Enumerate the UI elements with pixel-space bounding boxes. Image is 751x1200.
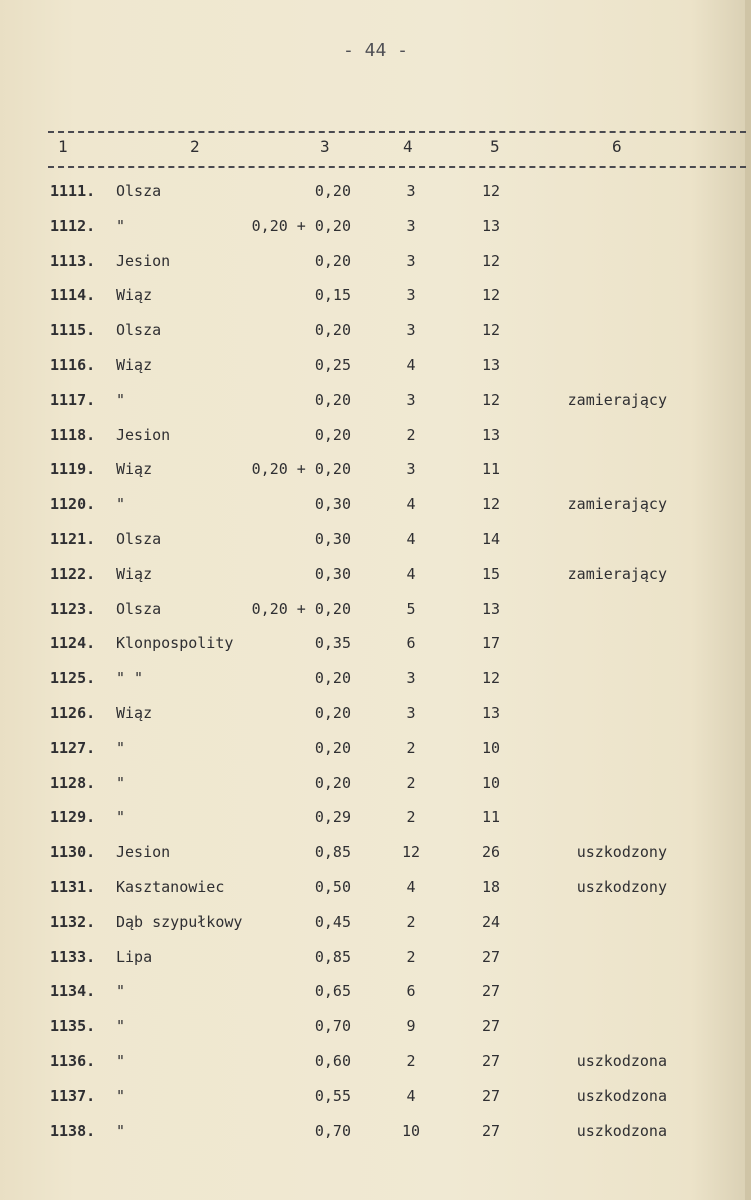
tree-species: " " (116, 669, 144, 688)
table-row (0, 843, 751, 877)
trunk-diameter: 0,30 (314, 530, 351, 548)
table-row (0, 948, 751, 982)
tree-age: 13 (481, 425, 501, 444)
tree-remarks: uszkodzona (576, 1086, 667, 1105)
table-row (0, 774, 751, 808)
row-number: 1129. (50, 808, 96, 827)
row-number: 1118. (50, 425, 96, 444)
column-header-2: 2 (190, 137, 200, 156)
tree-height: 2 (406, 1052, 416, 1070)
table-row (0, 565, 751, 599)
column-header-1: 1 (58, 137, 68, 156)
table-row (0, 530, 751, 564)
table-row (0, 600, 751, 634)
tree-age: 12 (481, 390, 501, 409)
row-number: 1127. (50, 738, 96, 757)
table-row (0, 1052, 751, 1086)
trunk-diameter: 0,55 (314, 1086, 351, 1105)
tree-height: 10 (401, 1121, 421, 1140)
tree-age: 11 (481, 460, 501, 479)
tree-species: Jesion (116, 843, 171, 862)
tree-age: 10 (481, 738, 501, 757)
column-header-4: 4 (403, 137, 413, 156)
table-row (0, 356, 751, 390)
row-number: 1137. (50, 1086, 96, 1105)
tree-species: " (116, 808, 126, 827)
trunk-diameter: 0,85 (314, 843, 351, 862)
tree-height: 4 (406, 878, 416, 896)
trunk-diameter: 0,20 (314, 251, 351, 270)
tree-age: 13 (481, 704, 501, 722)
trunk-diameter: 0,20 (314, 182, 351, 200)
row-number: 1126. (50, 704, 96, 722)
tree-height: 2 (406, 808, 416, 827)
table-row (0, 634, 751, 668)
tree-species: Jesion (116, 251, 171, 270)
tree-age: 27 (481, 982, 501, 1001)
table-row (0, 1122, 751, 1156)
tree-remarks: zamierający (567, 564, 667, 583)
tree-height: 3 (406, 390, 416, 409)
trunk-diameter: 0,20 + 0,20 (251, 460, 351, 479)
tree-species: Wiąz (116, 460, 153, 479)
tree-age: 10 (481, 773, 501, 792)
tree-age: 12 (481, 669, 501, 688)
trunk-diameter: 0,65 (314, 982, 351, 1001)
row-number: 1121. (50, 530, 96, 548)
tree-height: 6 (406, 634, 416, 653)
column-header-6: 6 (612, 137, 622, 156)
trunk-diameter: 0,60 (314, 1052, 351, 1070)
table-row (0, 704, 751, 738)
tree-age: 17 (481, 634, 501, 653)
tree-height: 3 (406, 182, 416, 200)
trunk-diameter: 0,30 (314, 495, 351, 514)
tree-age: 18 (481, 878, 501, 896)
tree-age: 12 (481, 286, 501, 305)
table-row (0, 217, 751, 251)
tree-height: 4 (406, 530, 416, 548)
row-number: 1134. (50, 982, 96, 1001)
tree-age: 12 (481, 251, 501, 270)
trunk-diameter: 0,85 (314, 947, 351, 966)
row-number: 1116. (50, 356, 96, 374)
tree-age: 13 (481, 599, 501, 618)
table-row (0, 460, 751, 494)
table-row (0, 391, 751, 425)
trunk-diameter: 0,29 (314, 808, 351, 827)
row-number: 1130. (50, 843, 96, 862)
tree-height: 4 (406, 1086, 416, 1105)
trunk-diameter: 0,20 (314, 738, 351, 757)
trunk-diameter: 0,30 (314, 564, 351, 583)
tree-height: 3 (406, 321, 416, 340)
trunk-diameter: 0,20 (314, 321, 351, 340)
tree-remarks: uszkodzona (576, 1052, 667, 1070)
trunk-diameter: 0,70 (314, 1017, 351, 1036)
tree-age: 27 (481, 1052, 501, 1070)
row-number: 1115. (50, 321, 96, 340)
table-row (0, 321, 751, 355)
tree-age: 27 (481, 1017, 501, 1036)
tree-age: 13 (481, 356, 501, 374)
row-number: 1138. (50, 1121, 96, 1140)
tree-species: Jesion (116, 425, 171, 444)
row-number: 1136. (50, 1052, 96, 1070)
trunk-diameter: 0,15 (314, 286, 351, 305)
tree-height: 6 (406, 982, 416, 1001)
tree-species: Olsza (116, 321, 162, 340)
tree-species: " (116, 390, 126, 409)
tree-species: Wiąz (116, 564, 153, 583)
tree-age: 12 (481, 321, 501, 340)
tree-remarks: uszkodzony (576, 878, 667, 896)
tree-height: 3 (406, 704, 416, 722)
tree-species: " (116, 1121, 126, 1140)
tree-height: 2 (406, 773, 416, 792)
tree-species: Wiąz (116, 286, 153, 305)
table-row (0, 913, 751, 947)
tree-remarks: uszkodzona (576, 1121, 667, 1140)
tree-age: 12 (481, 182, 501, 200)
table-row (0, 182, 751, 216)
tree-age: 27 (481, 1121, 501, 1140)
tree-age: 27 (481, 947, 501, 966)
row-number: 1131. (50, 878, 96, 896)
tree-species: Wiąz (116, 704, 153, 722)
tree-age: 26 (481, 843, 501, 862)
tree-species: Kasztanowiec (116, 878, 225, 896)
table-row (0, 495, 751, 529)
tree-age: 27 (481, 1086, 501, 1105)
row-number: 1135. (50, 1017, 96, 1036)
row-number: 1117. (50, 390, 96, 409)
table-row (0, 252, 751, 286)
tree-species: Olsza (116, 182, 162, 200)
tree-species: Olsza (116, 530, 162, 548)
trunk-diameter: 0,20 (314, 390, 351, 409)
table-row (0, 1017, 751, 1051)
row-number: 1111. (50, 182, 96, 200)
trunk-diameter: 0,20 (314, 669, 351, 688)
trunk-diameter: 0,70 (314, 1121, 351, 1140)
tree-age: 14 (481, 530, 501, 548)
trunk-diameter: 0,20 (314, 773, 351, 792)
tree-species: Klonpospolity (116, 634, 234, 653)
row-number: 1113. (50, 251, 96, 270)
tree-species: Lipa (116, 947, 153, 966)
tree-age: 24 (481, 912, 501, 931)
tree-height: 12 (401, 843, 421, 862)
column-header-3: 3 (320, 137, 330, 156)
trunk-diameter: 0,20 + 0,20 (251, 599, 351, 618)
table-row (0, 1087, 751, 1121)
table-row (0, 982, 751, 1016)
tree-species: " (116, 982, 126, 1001)
tree-species: " (116, 738, 126, 757)
row-number: 1120. (50, 495, 96, 514)
trunk-diameter: 0,20 + 0,20 (251, 216, 351, 235)
tree-age: 11 (481, 808, 501, 827)
tree-height: 3 (406, 460, 416, 479)
tree-height: 3 (406, 286, 416, 305)
trunk-diameter: 0,45 (314, 912, 351, 931)
table-top-rule (48, 131, 746, 133)
tree-species: " (116, 216, 126, 235)
tree-height: 3 (406, 216, 416, 235)
tree-species: " (116, 1052, 126, 1070)
tree-age: 15 (481, 564, 501, 583)
trunk-diameter: 0,25 (314, 356, 351, 374)
tree-height: 2 (406, 425, 416, 444)
row-number: 1128. (50, 773, 96, 792)
trunk-diameter: 0,50 (314, 878, 351, 896)
row-number: 1132. (50, 912, 96, 931)
row-number: 1119. (50, 460, 96, 479)
tree-height: 5 (406, 599, 416, 618)
table-row (0, 426, 751, 460)
tree-age: 12 (481, 495, 501, 514)
trunk-diameter: 0,20 (314, 704, 351, 722)
row-number: 1112. (50, 216, 96, 235)
row-number: 1114. (50, 286, 96, 305)
table-header-rule (48, 166, 746, 168)
tree-height: 3 (406, 251, 416, 270)
row-number: 1123. (50, 599, 96, 618)
tree-remarks: uszkodzony (576, 843, 667, 862)
trunk-diameter: 0,20 (314, 425, 351, 444)
tree-remarks: zamierający (567, 495, 667, 514)
tree-species: Dąb szypułkowy (116, 912, 243, 931)
tree-species: Wiąz (116, 356, 153, 374)
table-row (0, 878, 751, 912)
tree-height: 4 (406, 495, 416, 514)
tree-age: 13 (481, 216, 501, 235)
row-number: 1124. (50, 634, 96, 653)
page-number: - 44 - (342, 40, 409, 61)
table-row (0, 808, 751, 842)
tree-species: " (116, 1086, 126, 1105)
table-row (0, 286, 751, 320)
table-row (0, 669, 751, 703)
tree-height: 2 (406, 738, 416, 757)
tree-species: " (116, 495, 126, 514)
tree-remarks: zamierający (567, 390, 667, 409)
tree-species: " (116, 1017, 126, 1036)
tree-height: 2 (406, 947, 416, 966)
tree-height: 3 (406, 669, 416, 688)
trunk-diameter: 0,35 (314, 634, 351, 653)
tree-height: 2 (406, 912, 416, 931)
row-number: 1133. (50, 947, 96, 966)
tree-height: 4 (406, 564, 416, 583)
tree-species: Olsza (116, 599, 162, 618)
column-header-5: 5 (490, 137, 500, 156)
tree-species: " (116, 773, 126, 792)
row-number: 1122. (50, 564, 96, 583)
row-number: 1125. (50, 669, 96, 688)
tree-height: 9 (406, 1017, 416, 1036)
table-row (0, 739, 751, 773)
tree-height: 4 (406, 356, 416, 374)
